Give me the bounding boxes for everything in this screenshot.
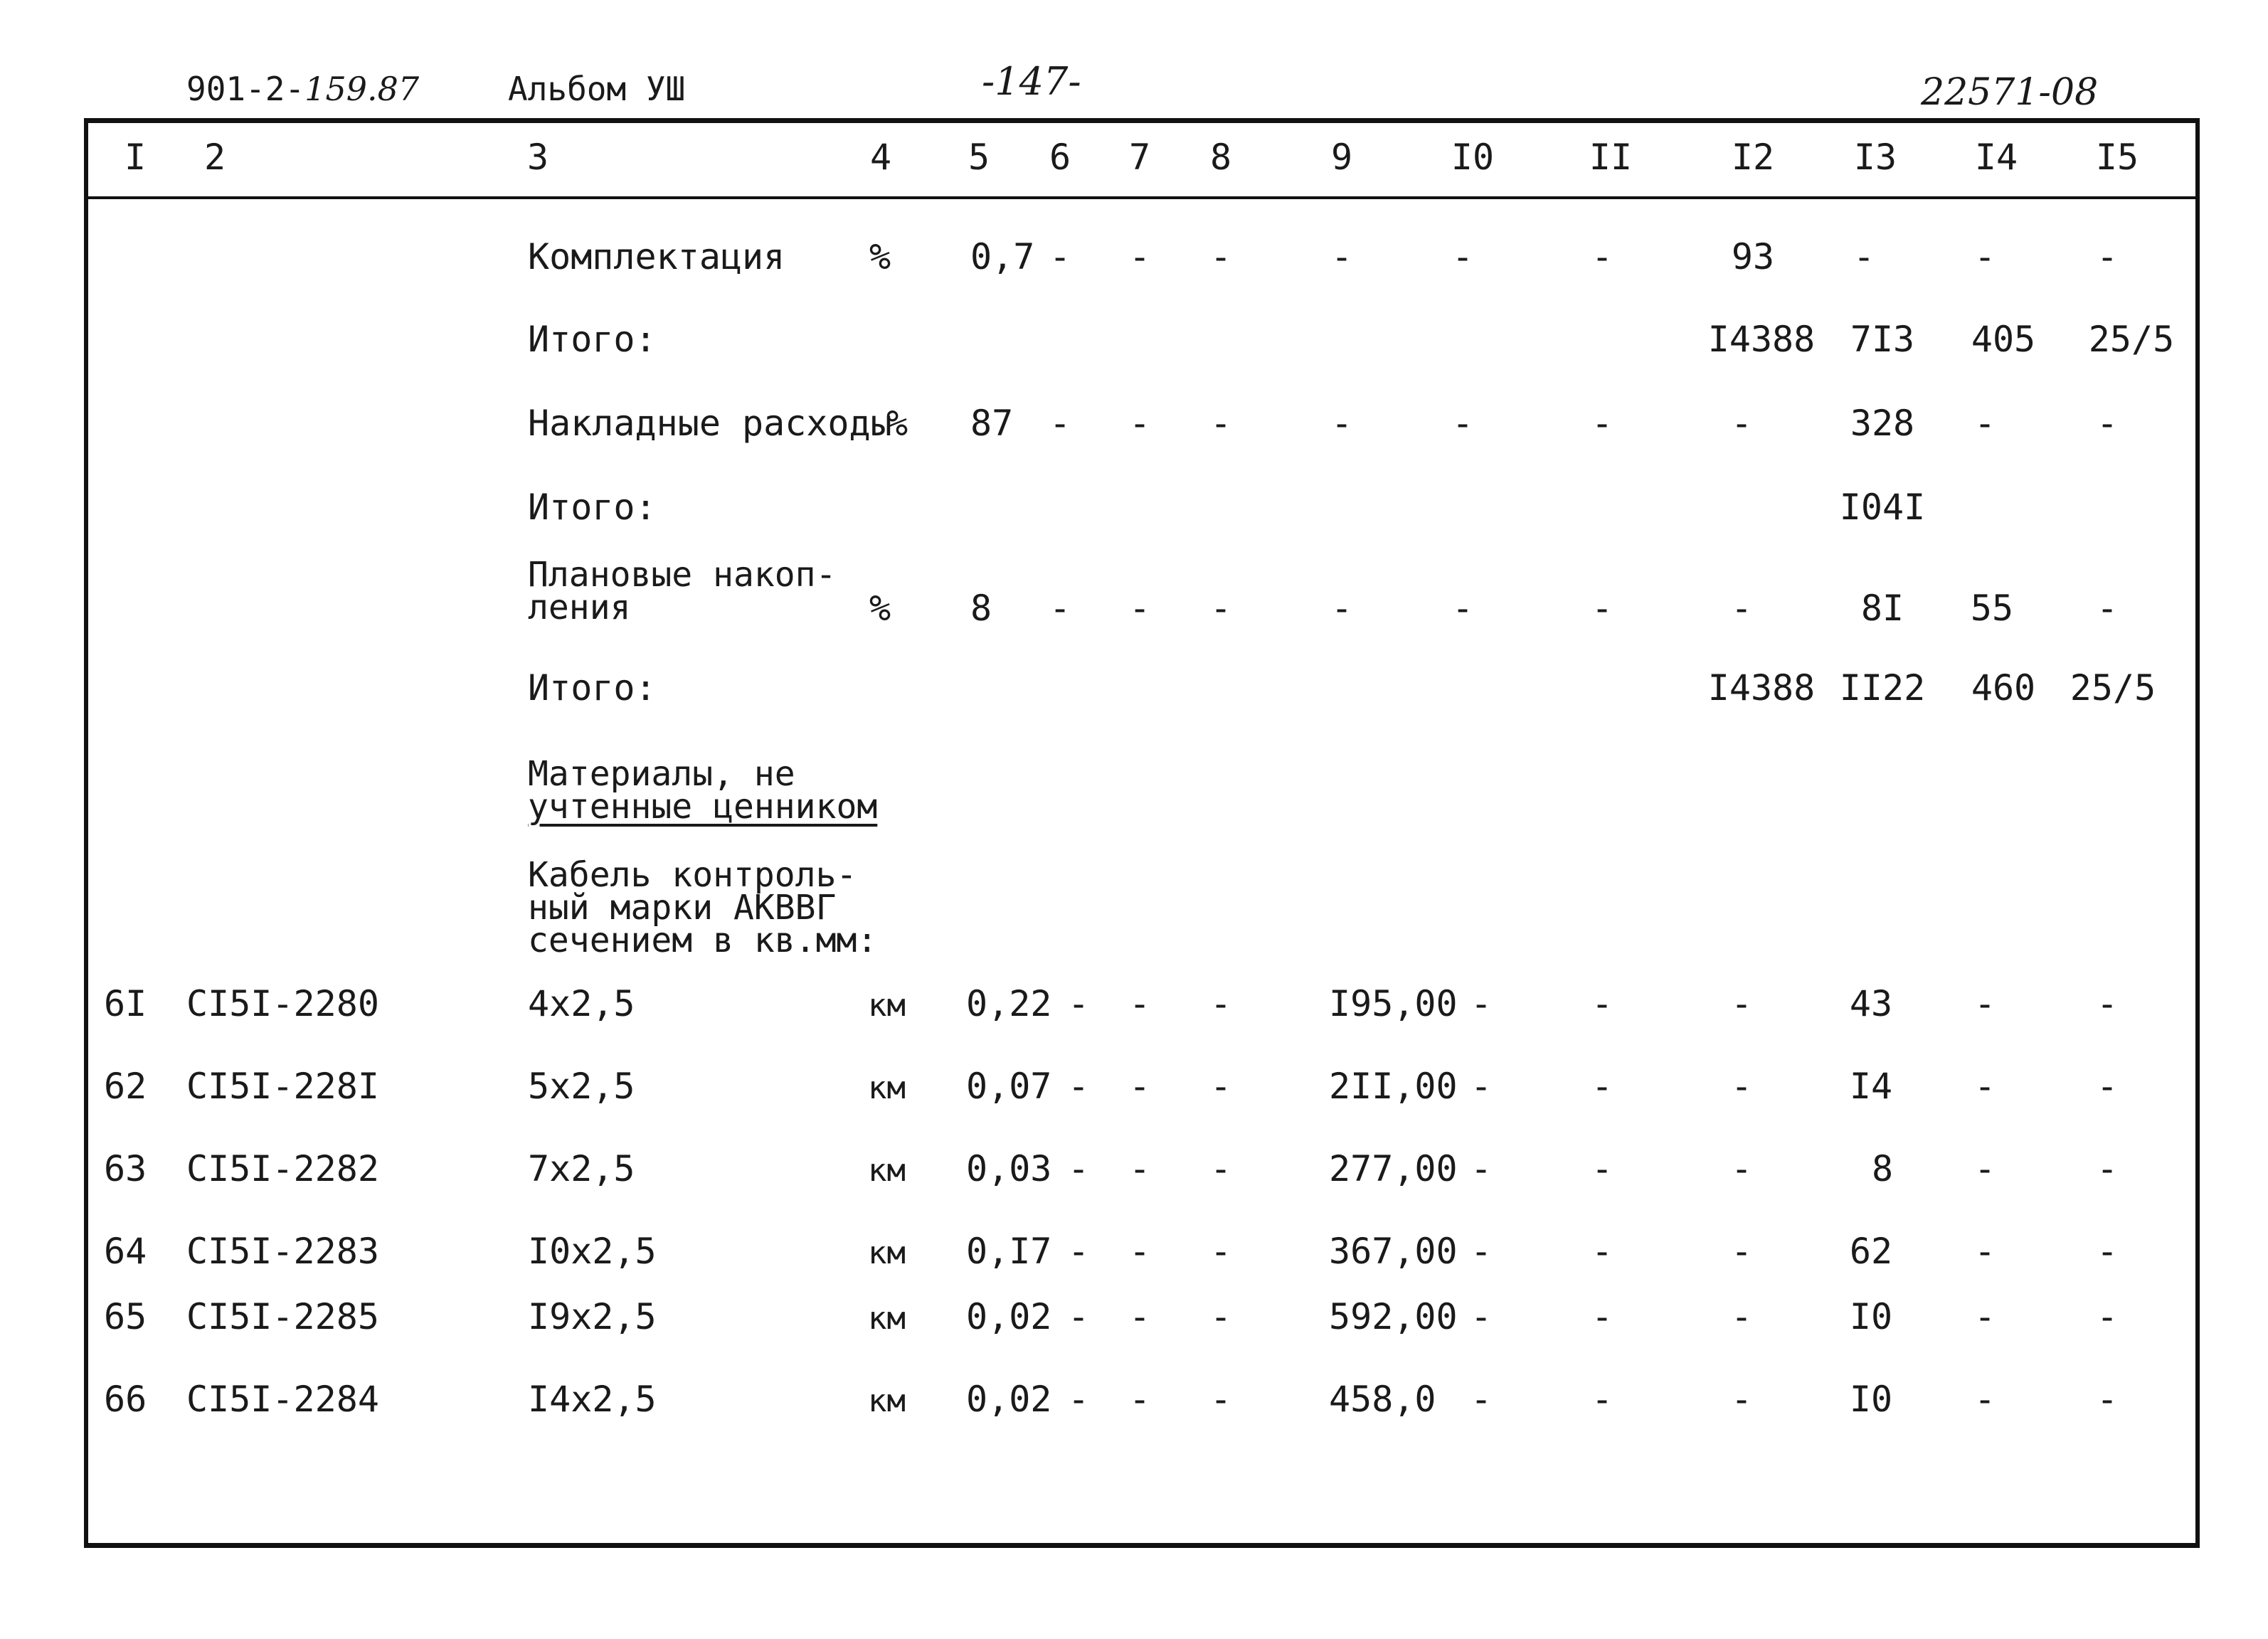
cell-name: Итого: [528,319,657,360]
col-header-6: 6 [1049,137,1071,178]
cell-col6: - [1067,1296,1090,1337]
cell-col15: 25/5 [2088,319,2175,360]
cell-col14: - [1973,236,1996,277]
cell-col5: 8 [970,588,992,629]
cell-name: Накладные расходы [528,403,892,444]
col-header-1: I [124,137,147,178]
cell-col13: 8 [1871,1148,1894,1189]
cell-name: 7x2,5 [528,1148,635,1189]
cell-col9: 277,00 [1329,1148,1458,1189]
table-row [0,590,2268,640]
cell-col7: - [1128,1148,1151,1189]
cell-unit: км [868,987,906,1024]
table-row [0,667,2268,720]
cell-col8: - [1209,1379,1232,1420]
cell-col15: - [2096,588,2119,629]
cell-name: Итого: [528,667,657,709]
cell-col12: - [1730,1231,1753,1272]
doc-code-handwritten: 159.87 [304,70,420,108]
cell-col14: - [1973,983,1996,1024]
table-row [0,236,2268,289]
cell-col13: - [1853,236,1875,277]
cell-name: Итого: [528,487,657,528]
cell-col12: 93 [1731,236,1775,277]
cell-code: CI5I-2283 [186,1231,379,1272]
cell-col9: 592,00 [1329,1296,1458,1337]
cell-col8: - [1209,403,1232,444]
col-header-4: 4 [869,137,892,178]
cell-col14: - [1973,1296,1996,1337]
cell-col15: - [2096,1296,2119,1337]
table-row [0,1148,2268,1201]
album-label: Альбом УШ [508,70,686,108]
cell-col15: - [2096,1231,2119,1272]
cell-col10: - [1470,1379,1493,1420]
cell-col11: - [1591,236,1613,277]
cell-col7: - [1128,1379,1151,1420]
cell-unit: % [869,588,891,629]
table-row [0,1231,2268,1283]
cell-col8: - [1209,983,1232,1024]
cell-code: CI5I-2280 [186,983,379,1024]
cell-col12: - [1730,983,1753,1024]
cell-col9: - [1330,403,1353,444]
cell-col14: - [1973,1379,1996,1420]
cell-col13: 328 [1850,403,1915,444]
col-header-14: I4 [1974,137,2018,178]
cable-desc-line1: Кабель контроль- [528,855,857,895]
cell-col8: - [1209,1231,1232,1272]
cell-col11: - [1591,1231,1613,1272]
col-header-5: 5 [968,137,990,178]
cell-col13: I4 [1849,1066,1893,1107]
cell-unit: км [868,1070,906,1106]
cell-col6: - [1067,983,1090,1024]
cell-name: 4x2,5 [528,983,635,1024]
cell-col9: 458,0 [1329,1379,1436,1420]
cell-col14: 460 [1971,667,2036,709]
page-number: -147- [982,59,1081,104]
cell-col9: - [1330,588,1353,629]
cell-col12: I4388 [1707,667,1816,709]
cell-col15: - [2096,1379,2119,1420]
table-row [0,1296,2268,1349]
col-header-15: I5 [2095,137,2139,178]
table-row [0,319,2268,371]
cell-col7: - [1128,588,1151,629]
cell-col11: - [1591,403,1613,444]
cell-col7: - [1128,236,1151,277]
table-row [0,405,2268,455]
cell-unit: % [886,403,908,444]
cell-col15: - [2096,1066,2119,1107]
cell-col7: - [1128,403,1151,444]
cell-num: 62 [104,1066,147,1107]
cell-col14: 55 [1970,588,2014,629]
cell-col15: - [2096,403,2119,444]
cell-col13: 62 [1849,1231,1893,1272]
doc-code-printed: 901-2- [186,70,305,108]
cell-col8: - [1209,1148,1232,1189]
cell-col10: - [1470,983,1493,1024]
cell-col5: 0,07 [966,1066,1052,1107]
cell-col8: - [1209,588,1232,629]
cell-code: CI5I-2285 [186,1296,379,1337]
cell-col12: - [1730,1296,1753,1337]
cell-col7: - [1128,1066,1151,1107]
cell-col6: - [1049,403,1071,444]
cell-col11: - [1591,983,1613,1024]
cell-num: 66 [104,1379,147,1420]
cell-col12: - [1730,588,1753,629]
cell-col5: 0,02 [966,1296,1052,1337]
cell-col10: - [1470,1231,1493,1272]
section-heading-line2: учтенные ценником [528,787,878,827]
cell-unit: км [868,1383,906,1419]
cell-col15: - [2096,983,2119,1024]
cell-name: I0x2,5 [528,1231,657,1272]
cell-col13: I0 [1849,1379,1893,1420]
cell-col5: 0,02 [966,1379,1052,1420]
cell-col11: - [1591,1296,1613,1337]
cell-col8: - [1209,236,1232,277]
cell-col10: - [1470,1148,1493,1189]
col-header-2: 2 [203,137,226,178]
cell-code: CI5I-228I [186,1066,379,1107]
cell-name: Комплектация [528,236,785,277]
cell-code: CI5I-2282 [186,1148,379,1189]
cell-col14: 405 [1971,319,2036,360]
cell-col14: - [1973,1066,1996,1107]
cell-col12: - [1730,403,1753,444]
cell-col10: - [1451,588,1474,629]
col-header-7: 7 [1128,137,1151,178]
cell-name: ления [528,588,631,627]
cell-col10: - [1470,1066,1493,1107]
cell-col8: - [1209,1296,1232,1337]
cell-col10: - [1470,1296,1493,1337]
cell-col15: 25/5 [2070,667,2156,709]
col-header-3: 3 [526,137,549,178]
cell-col8: - [1209,1066,1232,1107]
table-row [0,489,2268,539]
cell-code: CI5I-2284 [186,1379,379,1420]
cell-col14: - [1973,1231,1996,1272]
cell-col7: - [1128,983,1151,1024]
cell-col13: 7I3 [1850,319,1915,360]
cell-col12: I4388 [1707,319,1816,360]
col-header-10: I0 [1451,137,1495,178]
cell-name: I9x2,5 [528,1296,657,1337]
table-row [0,983,2268,1036]
cell-col6: - [1067,1379,1090,1420]
cell-unit: км [868,1152,906,1189]
cell-col13: I0 [1849,1296,1893,1337]
cell-col5: 87 [970,403,1014,444]
doc-code [186,70,420,108]
cell-col11: - [1591,1066,1613,1107]
cell-col6: - [1067,1231,1090,1272]
cell-num: 63 [104,1148,147,1189]
cell-col12: - [1730,1379,1753,1420]
cell-col12: - [1730,1148,1753,1189]
section-heading-line1: Материалы, не [528,754,795,794]
cell-unit: км [868,1300,906,1337]
cell-col9: - [1330,236,1353,277]
col-header-13: I3 [1853,137,1897,178]
cell-col7: - [1128,1231,1151,1272]
cell-col9: 2II,00 [1329,1066,1458,1107]
cell-name: 5x2,5 [528,1066,635,1107]
cell-unit: % [869,236,891,277]
cell-name: I4x2,5 [528,1379,657,1420]
cell-col6: - [1049,236,1071,277]
cell-col13: II22 [1839,667,1926,709]
cell-col7: - [1128,1296,1151,1337]
cell-col6: - [1067,1148,1090,1189]
cell-col10: - [1451,236,1474,277]
col-header-8: 8 [1209,137,1232,178]
cell-col6: - [1067,1066,1090,1107]
cell-col9: I95,00 [1329,983,1458,1024]
cell-name-line1: Плановые накоп- [528,555,837,595]
cell-num: 64 [104,1231,147,1272]
cell-col13: 8I [1860,588,1904,629]
table-row [0,1381,2268,1431]
cell-col14: - [1973,1148,1996,1189]
table-row [0,1068,2268,1118]
cable-desc-line2: ный марки АКВВГ [528,888,837,928]
cell-col5: 0,03 [966,1148,1052,1189]
cell-col5: 0,I7 [966,1231,1052,1272]
cell-col11: - [1591,588,1613,629]
cell-num: 65 [104,1296,147,1337]
col-header-11: II [1589,137,1633,178]
cell-unit: км [868,1235,906,1271]
cell-col13: 43 [1849,983,1893,1024]
cell-col11: - [1591,1148,1613,1189]
cell-col13: I04I [1839,487,1926,528]
cell-col6: - [1049,588,1071,629]
cell-col11: - [1591,1379,1613,1420]
cell-col5: 0,22 [966,983,1052,1024]
cell-col14: - [1973,403,1996,444]
cell-col9: 367,00 [1329,1231,1458,1272]
cell-col15: - [2096,236,2119,277]
cell-col15: - [2096,1148,2119,1189]
col-header-9: 9 [1330,137,1353,178]
cell-col12: - [1730,1066,1753,1107]
cell-num: 6I [104,983,147,1024]
cell-col5: 0,7 [970,236,1035,277]
cable-desc-line3: сечением в кв.мм: [528,921,878,960]
cell-col10: - [1451,403,1474,444]
inventory-number: 22571-08 [1921,71,2099,114]
header-divider [88,196,2195,199]
col-header-12: I2 [1731,137,1775,178]
